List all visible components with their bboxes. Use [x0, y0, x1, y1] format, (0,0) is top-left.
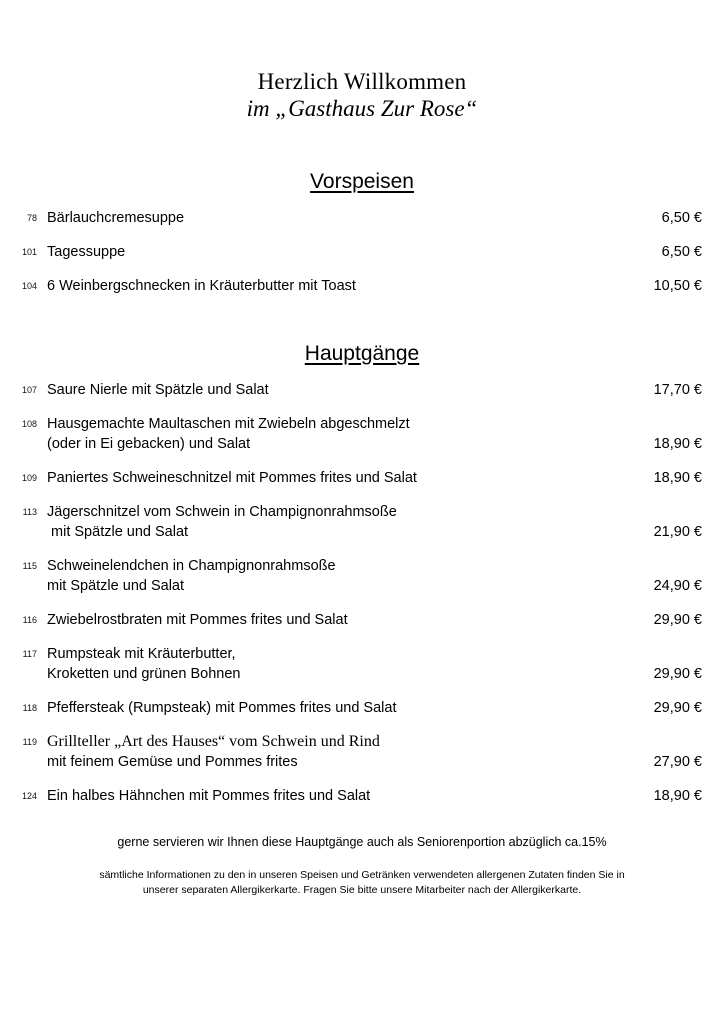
menu-item-description: Tagessuppe [47, 244, 126, 260]
welcome-line-2: im „Gasthaus Zur Rose“ [246, 96, 478, 121]
menu-item-price: 29,90 € [653, 700, 702, 716]
menu-item-line [47, 208, 724, 228]
menu-item-description: Pfeffersteak (Rumpsteak) mit Pommes frites und Salat [47, 700, 397, 716]
menu-item-body [47, 698, 724, 718]
menu-item [0, 732, 724, 772]
menu-item-description: (oder in Ei gebacken) und Salat [47, 436, 251, 452]
menu-item-price: 6,50 € [661, 244, 702, 260]
menu-item-line [47, 380, 724, 400]
footer-notes [0, 834, 724, 898]
menu-item [0, 414, 724, 454]
menu-item-description: mit Spätzle und Salat [47, 578, 185, 594]
menu-item-body [47, 610, 724, 630]
menu-item-line [47, 468, 724, 488]
menu-item [0, 556, 724, 596]
menu-item [0, 276, 724, 296]
menu-item-body [47, 242, 724, 262]
menu-item-number: 108 [21, 419, 37, 429]
menu-item-line [47, 242, 724, 262]
menu-item-body [47, 732, 724, 772]
menu-item-line [47, 576, 724, 596]
menu-item-number: 116 [22, 615, 37, 625]
menu-item [0, 468, 724, 488]
menu-item-price: 29,90 € [653, 666, 702, 682]
menu-item-body [47, 502, 724, 542]
menu-item-body [47, 556, 724, 596]
allergen-note [79, 868, 645, 898]
menu-item [0, 610, 724, 630]
menu-item-price: 29,90 € [653, 612, 702, 628]
menu-item-description: Ein halbes Hähnchen mit Pommes frites und Salat [47, 788, 371, 804]
menu-item-body [47, 786, 724, 806]
section-title-hauptgaenge: Hauptgänge [304, 342, 420, 365]
menu-item-body [47, 276, 724, 296]
menu-item-line [47, 644, 724, 664]
menu-item [0, 644, 724, 684]
menu-item-description: Schweinelendchen in Champignonrahmsoße [47, 558, 336, 574]
section-title-vorspeisen: Vorspeisen [310, 170, 414, 193]
allergen-note-line-2: unserer separaten Allergikerkarte. Fragen Sie bitte unsere Mitarbeiter nach der Allergikerkarte. [142, 884, 582, 896]
menu-item-description: Hausgemachte Maultaschen mit Zwiebeln abgeschmelzt [47, 416, 410, 432]
menu-item-description: Grillteller „Art des Hauses“ vom Schwein und Rind [47, 733, 380, 750]
menu-item-description: mit feinem Gemüse und Pommes frites [47, 754, 298, 770]
menu-item-number: 115 [22, 561, 37, 571]
menu-item-number: 109 [21, 473, 37, 483]
menu-item [0, 698, 724, 718]
menu-item-line [47, 522, 724, 542]
allergen-note-line-1: sämtliche Informationen zu den in unseren Speisen und Getränken verwendeten allergenen Zutaten finden Sie in [99, 869, 625, 881]
menu-item-number: 107 [21, 385, 37, 395]
menu-item-line [47, 502, 724, 522]
menu-item-description: Zwiebelrostbraten mit Pommes frites und Salat [47, 612, 348, 628]
menu-item-description: mit Spätzle und Salat [47, 524, 189, 540]
menu-item-price: 24,90 € [653, 578, 702, 594]
menu-item-number: 78 [26, 213, 37, 223]
menu-item-line [47, 610, 724, 630]
menu-item-line [47, 752, 724, 772]
hauptgaenge-item-list [0, 380, 724, 806]
menu-item-number: 124 [21, 791, 37, 801]
menu-item-number: 113 [22, 507, 37, 517]
menu-item-description: 6 Weinbergschnecken in Kräuterbutter mit Toast [47, 278, 356, 294]
menu-item-line [47, 664, 724, 684]
menu-item-line [47, 732, 724, 752]
senior-portion-note: gerne servieren wir Ihnen diese Hauptgänge auch als Seniorenportion abzüglich ca.15% [117, 835, 607, 849]
menu-item-description: Kroketten und grünen Bohnen [47, 666, 241, 682]
menu-item-description: Jägerschnitzel vom Schwein in Champignonrahmsoße [47, 504, 397, 520]
menu-item-line [47, 434, 724, 454]
menu-item-line [47, 786, 724, 806]
menu-item-line [47, 276, 724, 296]
menu-item-price: 21,90 € [653, 524, 702, 540]
menu-item-line [47, 556, 724, 576]
menu-item [0, 208, 724, 228]
menu-item-description: Paniertes Schweineschnitzel mit Pommes frites und Salat [47, 470, 417, 486]
menu-item-price: 18,90 € [653, 470, 702, 486]
welcome-line-1: Herzlich Willkommen [257, 69, 467, 94]
section-heading-vorspeisen [0, 170, 724, 194]
menu-item-body [47, 468, 724, 488]
menu-item-price: 10,50 € [653, 278, 702, 294]
menu-item-body [47, 380, 724, 400]
menu-item-number: 119 [22, 737, 37, 747]
section-heading-hauptgaenge [0, 342, 724, 366]
menu-item-line [47, 414, 724, 434]
menu-item-price: 27,90 € [653, 754, 702, 770]
menu-item-price: 6,50 € [661, 210, 702, 226]
menu-item [0, 502, 724, 542]
vorspeisen-item-list [0, 208, 724, 296]
menu-item-number: 118 [22, 703, 37, 713]
menu-item-description: Rumpsteak mit Kräuterbutter, [47, 646, 236, 662]
menu-item-price: 18,90 € [653, 436, 702, 452]
menu-item-body [47, 208, 724, 228]
menu-item-description: Bärlauchcremesuppe [47, 210, 185, 226]
menu-item-description: Saure Nierle mit Spätzle und Salat [47, 382, 269, 398]
menu-item-number: 101 [21, 247, 37, 257]
menu-item-price: 18,90 € [653, 788, 702, 804]
menu-item-line [47, 698, 724, 718]
menu-item-number: 104 [21, 281, 37, 291]
menu-item-price: 17,70 € [653, 382, 702, 398]
menu-item-number: 117 [22, 649, 37, 659]
menu-item-body [47, 414, 724, 454]
welcome-header [0, 0, 724, 123]
menu-item-body [47, 644, 724, 684]
menu-item [0, 786, 724, 806]
menu-item [0, 380, 724, 400]
menu-item [0, 242, 724, 262]
